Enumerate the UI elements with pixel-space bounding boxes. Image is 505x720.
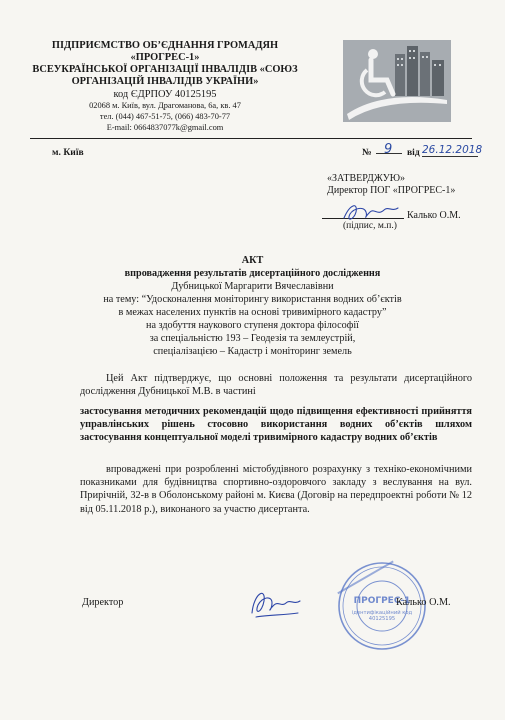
body-paragraph-2: застосування методичних рекомендацій щодо підвищення ефективності прийняття управлінських рішень стосовно використання водних об’єктів шляхом застосування концептуальної моделі тривимірного кадастру водних об’єктів (80, 406, 472, 444)
topic-line-2: в межах населених пунктів на основі тривимірного кадастру” (118, 307, 387, 318)
official-stamp (336, 560, 428, 657)
degree-line: на здобуття наукового ступеня доктора філософії (146, 320, 359, 331)
body-paragraph-1: Цей Акт підтверджує, що основні положення та результати дисертаційного дослідження Дубницької М.В. в частині (80, 373, 472, 398)
org-address: 02068 м. Київ, вул. Драгоманова, 6а, кв. 47 (89, 101, 241, 110)
approval-heading: «ЗАТВЕРДЖУЮ» (327, 173, 406, 184)
specialty-line: за спеціальністю 193 – Геодезія та землеустрій, (149, 333, 356, 344)
date-underline (422, 156, 478, 157)
date-handwritten: 26.12.2018 (422, 144, 483, 156)
approval-signer: Калько О.М. (407, 210, 461, 221)
org-logo (343, 40, 451, 122)
org-name-line-2: «ПРОГРЕС-1» (130, 52, 200, 63)
org-email: E-mail: 0664837077k@gmail.com (106, 123, 224, 132)
org-name-line-3: ВСЕУКРАЇНСЬКОЇ ОРГАНІЗАЦІЇ ІНВАЛІДІВ «СОЮЗ (32, 64, 298, 75)
date-label: від (407, 147, 420, 158)
city: м. Київ (52, 147, 84, 158)
approval-caption: (підпис, м.п.) (343, 221, 397, 231)
org-phones: тел. (044) 467-51-75, (066) 483-70-77 (99, 112, 231, 121)
edrpou-code: код ЄДРПОУ 40125195 (113, 89, 217, 100)
footer-signature-icon (246, 585, 302, 626)
number-handwritten: 9 (384, 142, 393, 157)
footer-role: Директор (82, 597, 124, 608)
approval-position: Директор ПОГ «ПРОГРЕС-1» (327, 185, 456, 196)
specialization-line: спеціалізацією – Кадастр і моніторинг земель (153, 346, 352, 357)
org-name-line-1: ПІДПРИЄМСТВО ОБ’ЄДНАННЯ ГРОМАДЯН (51, 40, 279, 51)
act-subtitle: впровадження результатів дисертаційного дослідження (124, 268, 381, 279)
number-label: № (362, 147, 372, 158)
org-name-line-4: ОРГАНІЗАЦІЙ ІНВАЛІДІВ УКРАЇНИ» (71, 76, 259, 87)
header-divider (30, 138, 472, 139)
stamp-code-text: ідентифікаційний код 40125195 (351, 610, 413, 622)
stamp-center-text: ПРОГРЕС-1 (353, 596, 411, 606)
topic-line-1: на тему: “Удосконалення моніторингу використання водних об’єктів (103, 294, 402, 305)
body-paragraph-3: впроваджені при розробленні містобудівного розрахунку з техніко-економічними показниками для будівництва спортивно-оздоровчого закладу з веслування на вул. Прирічній, 32-в в Оболонському районі м. Києва (Договір на передпроектні роботи № 12 від 05.11.2018 р.), виконаного за участю дисертанта. (80, 464, 472, 515)
dissertant-name: Дубницької Маргарити Вячеславівни (171, 281, 334, 292)
act-title: АКТ (241, 255, 264, 266)
footer-signer: Калько О.М. (396, 597, 451, 608)
